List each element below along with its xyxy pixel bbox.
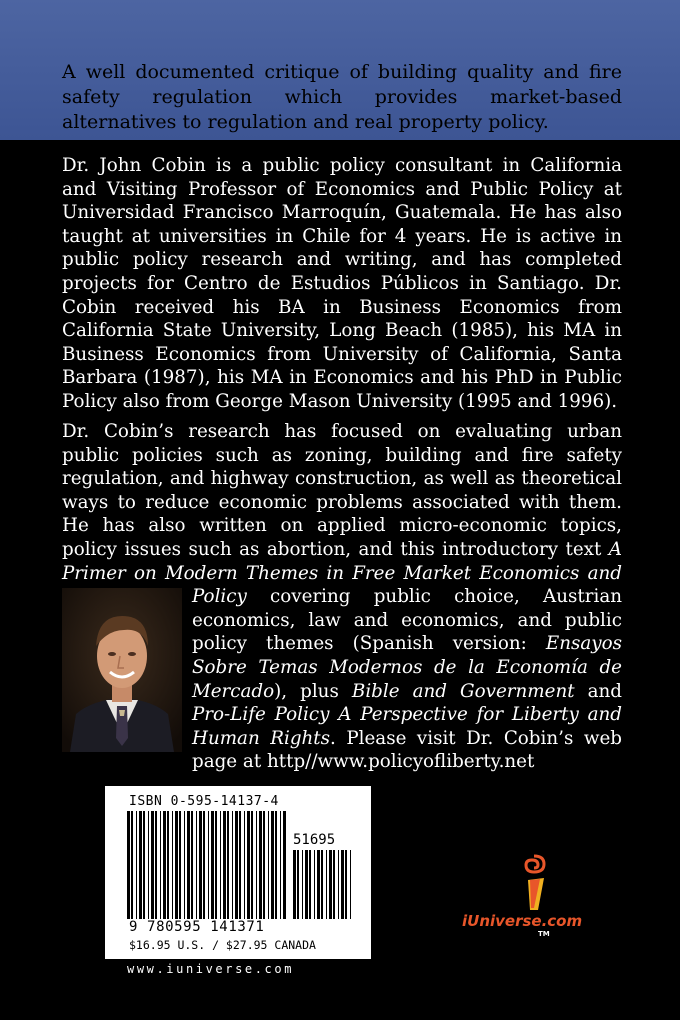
- barcode-bar: [155, 811, 157, 919]
- barcode-bar: [223, 811, 226, 919]
- barcode-bar: [215, 811, 217, 919]
- barcode-bar: [314, 850, 315, 919]
- iuniverse-logo: [462, 850, 592, 960]
- barcode-bar: [302, 850, 303, 919]
- barcode-bar: [160, 811, 161, 919]
- barcode-bar: [191, 811, 193, 919]
- barcode-bar: [127, 811, 130, 919]
- barcode-bar: [317, 850, 320, 919]
- barcode-bar: [350, 850, 351, 919]
- barcode-bar: [196, 811, 197, 919]
- barcode-bar: [309, 850, 311, 919]
- tagline: A well documented critique of building quality and fire safety regulation which provides market-based alternatives to regulation and real property policy.: [62, 61, 622, 133]
- book-title-bible: Bible and Government: [351, 680, 575, 702]
- author-photo: [62, 588, 182, 752]
- barcode-bar: [305, 850, 308, 919]
- barcode-bar: [268, 811, 269, 919]
- barcode-bar: [251, 811, 253, 919]
- bio2-text-1: Dr. Cobin’s research has focused on evaluating urban public policies such as zoning, building and fire safety regulation, and highway construction, as well as theoretical ways to reduce economic problems associated with them. He has also written on applied micro-economic topics, policy issues such as abortion, and this introductory text: [62, 421, 622, 560]
- barcode-bar: [329, 850, 332, 919]
- barcode-bar: [280, 811, 281, 919]
- barcode-bar: [247, 811, 250, 919]
- barcode-bar: [244, 811, 245, 919]
- barcode-bar: [136, 811, 137, 919]
- logo-text: iUniverse.com: [462, 912, 583, 930]
- barcode-bar: [179, 811, 181, 919]
- addon-barcode: [293, 850, 353, 919]
- barcode-bar: [151, 811, 154, 919]
- barcode-bar: [235, 811, 238, 919]
- barcode-bar: [263, 811, 265, 919]
- barcode-bar: [345, 850, 347, 919]
- bio2-text-2: covering public choice, Austrian economics, law and economics, and public policy themes (Spanish version:: [192, 586, 622, 655]
- barcode-bar: [227, 811, 229, 919]
- barcode-bar: [139, 811, 142, 919]
- ean-barcode: [127, 811, 287, 919]
- barcode-bar: [187, 811, 190, 919]
- barcode-bar: [211, 811, 214, 919]
- barcode-bar: [239, 811, 241, 919]
- bio2-text-5: . Please visit Dr. Cobin’s web page at http//www.policyofliberty.net: [192, 727, 622, 773]
- iuniverse-swirl-icon: [514, 850, 554, 914]
- barcode-bar: [143, 811, 145, 919]
- barcode-bar: [199, 811, 202, 919]
- barcode-bar: [271, 811, 274, 919]
- barcode-bar: [203, 811, 205, 919]
- author-bio-paragraph-1: Dr. John Cobin is a public policy consultant in California and Visiting Professor of Economics and Public Policy at Universidad Francisco Marroquín, Guatemala. He has also taught at universities in Chile for 4 years. He is active in public policy research and writing, and has completed projects for Centro de Estudios Públicos in Santiago. Dr. Cobin received his BA in Business Economics from California State University, Long Beach (1985), his MA in Business Economics from University of California, Santa Barbara (1987), his MA in Economics and his PhD in Public Policy also from George Mason University (1995 and 1996).: [62, 155, 622, 412]
- price-code: 51695: [293, 832, 336, 848]
- barcode-bar: [341, 850, 344, 919]
- barcode-bar: [232, 811, 233, 919]
- bio2-text-4: and: [574, 680, 622, 702]
- book-title-primer: A Primer on Modern Themes in Free Market Economics and Policy: [62, 538, 622, 608]
- barcode-bar: [297, 850, 299, 919]
- barcode-bar: [220, 811, 221, 919]
- barcode-bar: [131, 811, 133, 919]
- price-label: $16.95 U.S. / $27.95 CANADA: [129, 938, 316, 952]
- barcode-bar: [293, 850, 296, 919]
- barcode-bar: [338, 850, 339, 919]
- isbn-label: ISBN 0-595-14137-4: [129, 794, 279, 809]
- barcode-bar: [163, 811, 166, 919]
- barcode-bar: [283, 811, 286, 919]
- barcode-box: [105, 786, 371, 959]
- barcode-bar: [184, 811, 185, 919]
- barcode-bar: [167, 811, 169, 919]
- book-title-prolife: Pro-Life Policy A Perspective for Liberty and Human Rights: [192, 704, 622, 749]
- barcode-bar: [208, 811, 209, 919]
- barcode-bar: [175, 811, 178, 919]
- barcode-bar: [172, 811, 173, 919]
- barcode-bar: [333, 850, 335, 919]
- barcode-bar: [259, 811, 262, 919]
- bio2-text-3: ), plus: [274, 680, 352, 702]
- isbn-digits: 9 780595 141371: [129, 919, 265, 935]
- barcode-bar: [256, 811, 257, 919]
- barcode-bar: [321, 850, 323, 919]
- trademark: TM: [538, 930, 550, 938]
- barcode-bar: [326, 850, 327, 919]
- publisher-website: www.iuniverse.com: [127, 962, 295, 976]
- barcode-bar: [148, 811, 149, 919]
- book-title-ensayos: Ensayos Sobre Temas Modernos de la Economía de Mercado: [192, 633, 622, 702]
- barcode-bar: [275, 811, 277, 919]
- author-bio-paragraph-2: [62, 420, 622, 774]
